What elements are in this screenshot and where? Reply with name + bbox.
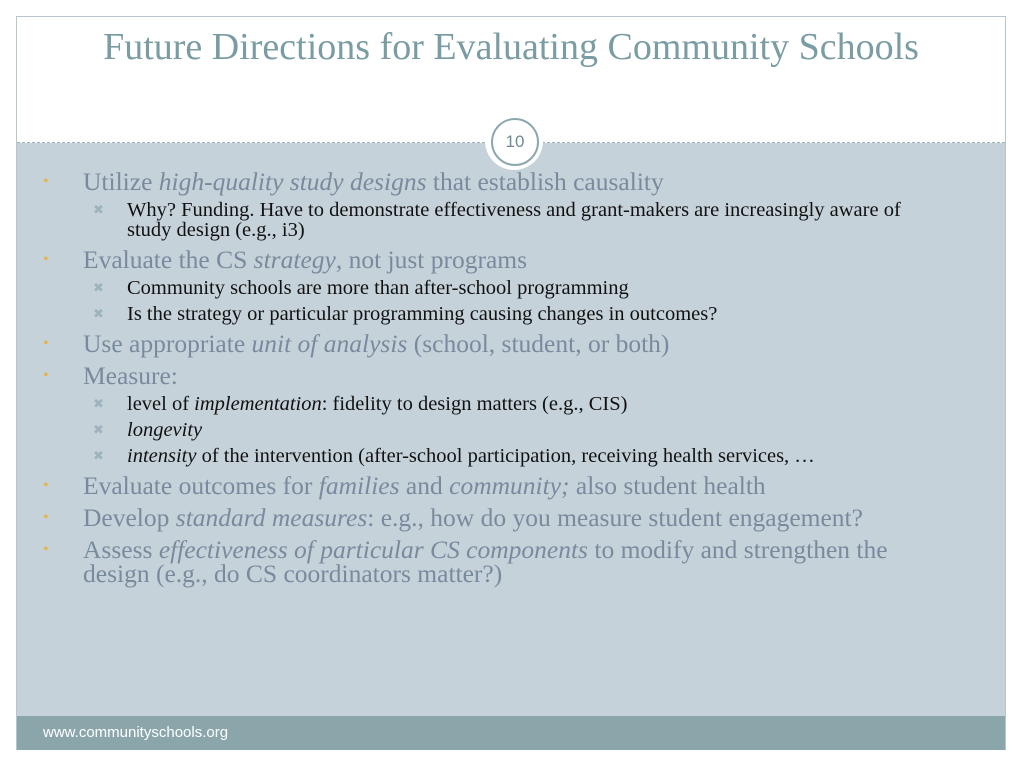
bullet-text: : fidelity to design matters (e.g., CIS) <box>321 393 628 415</box>
emphasis-text: strategy <box>253 245 336 274</box>
bullet-text: : e.g., how do you measure student engagement? <box>367 503 863 532</box>
bullet-text: level of <box>127 393 195 415</box>
bullet-text: Use appropriate <box>83 329 252 358</box>
emphasis-text: high-quality study designs <box>158 167 427 196</box>
bullet-item <box>40 167 940 241</box>
sub-bullet-item <box>83 394 940 414</box>
bullet-text: Measure: <box>83 361 178 390</box>
bullet-text: (school, student, or both) <box>407 329 670 358</box>
sub-bullet-list <box>83 394 940 466</box>
bullet-text: , not just programs <box>335 245 528 274</box>
bullet-text: and <box>399 471 450 500</box>
sub-bullet-list <box>83 278 940 324</box>
sub-bullet-list <box>83 200 940 240</box>
bullet-dot-icon: • <box>43 541 49 558</box>
bullet-text: Assess <box>83 535 159 564</box>
sub-bullet-item <box>83 446 940 466</box>
bullet-dot-icon: • <box>43 335 49 352</box>
page-number-badge <box>485 112 543 170</box>
cross-bullet-icon: ✖ <box>93 280 104 295</box>
emphasis-text: unit of analysis <box>251 329 408 358</box>
sub-bullet-item <box>83 278 940 298</box>
sub-bullet-item <box>83 200 940 240</box>
bullet-list <box>40 167 940 588</box>
bullet-text: Is the strategy or particular programming causing changes in outcomes? <box>127 303 718 325</box>
bullet-item <box>40 329 940 358</box>
emphasis-text: families <box>318 471 400 500</box>
emphasis-text: intensity <box>127 445 197 467</box>
bullet-dot-icon: • <box>43 509 49 526</box>
bullet-text: that establish causality <box>426 167 664 196</box>
cross-bullet-icon: ✖ <box>93 306 104 321</box>
slide-title: Future Directions for Evaluating Community Schools <box>103 26 919 68</box>
bullet-text: Evaluate the CS <box>83 245 254 274</box>
bullet-text: Community schools are more than after-school programming <box>127 277 629 299</box>
bullet-item <box>40 535 940 588</box>
bullet-dot-icon: • <box>43 367 49 384</box>
bullet-item <box>40 503 940 532</box>
bullet-text: to modify and strengthen the design (e.g., do CS coordinators matter?) <box>83 535 888 588</box>
bullet-text: Evaluate outcomes for <box>83 471 319 500</box>
emphasis-text: community; <box>449 471 570 500</box>
bullet-dot-icon: • <box>43 251 49 268</box>
page-number: 10 <box>491 118 539 166</box>
emphasis-text: effectiveness of particular CS components <box>158 535 588 564</box>
bullet-item <box>40 245 940 325</box>
emphasis-text: standard measures <box>175 503 368 532</box>
bullet-dot-icon: • <box>43 477 49 494</box>
sub-bullet-item <box>83 304 940 324</box>
cross-bullet-icon: ✖ <box>93 422 104 437</box>
bullet-text: of the intervention (after-school participation, receiving health services, … <box>196 445 815 467</box>
bullet-item <box>40 471 940 500</box>
emphasis-text: implementation <box>194 393 322 415</box>
emphasis-text: longevity <box>127 419 203 441</box>
cross-bullet-icon: ✖ <box>93 396 104 411</box>
cross-bullet-icon: ✖ <box>93 202 104 217</box>
bullet-dot-icon: • <box>43 173 49 190</box>
sub-bullet-item <box>83 420 940 440</box>
cross-bullet-icon: ✖ <box>93 448 104 463</box>
bullet-text: Develop <box>83 503 176 532</box>
footer-url[interactable]: www.communityschools.org <box>43 724 229 741</box>
footer-bar <box>17 716 1005 750</box>
bullet-item <box>40 361 940 467</box>
bullet-text: Why? Funding. Have to demonstrate effectiveness and grant-makers are increasingly aware of study design (e.g., i3) <box>127 199 901 241</box>
bullet-text: Utilize <box>83 167 159 196</box>
bullet-text: also student health <box>569 471 766 500</box>
